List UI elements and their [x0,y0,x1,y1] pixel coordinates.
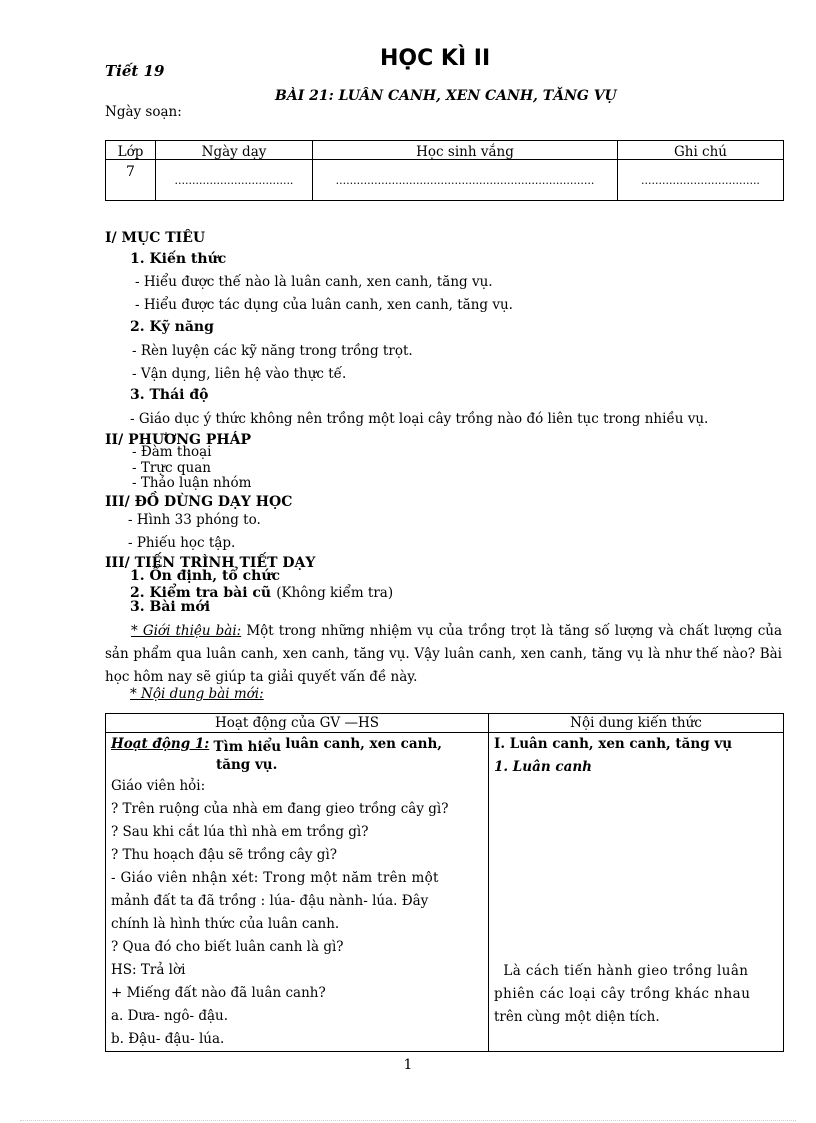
lesson-table-row [106,733,784,1052]
activity-label: Hoạt động 1: [111,736,210,752]
intro-label: * Giới thiệu bài: [131,623,242,639]
activity-line: a. Dưa- ngô- đậu. [111,1008,229,1024]
lesson-intro [105,620,782,689]
page-bottom-divider [20,1120,796,1121]
knowledge-line: Là cách tiến hành gieo trồng luân [494,963,749,979]
procedure-step-2-label: 2. Kiểm tra bài cũ [130,585,272,601]
activity-title [111,733,483,756]
skills-heading: 2. Kỹ năng [130,319,214,335]
header-activities: Hoạt động của GV —HS [106,714,489,733]
activities-cell [106,733,489,1052]
activity-line: Giáo viên hỏi: [111,778,206,794]
procedure-step-3: 3. Bài mới [130,599,211,615]
section-objectives-heading: I/ MỤC TIÊU [105,230,206,246]
activity-line: ? Qua đó cho biết luân canh là gì? [111,939,344,955]
method-item: - Đàm thoại [132,444,212,460]
activity-line: HS: Trả lời [111,962,186,978]
lesson-subtitle: BÀI 21: LUÂN CANH, XEN CANH, TĂNG VỤ [275,88,617,104]
attitude-heading: 3. Thái độ [130,387,209,403]
activity-line: b. Đậu- đậu- lúa. [111,1031,225,1047]
section-materials-heading: III/ ĐỒ DÙNG DẠY HỌC [105,494,293,510]
header-absent-students: Học sinh vắng [313,141,618,160]
lesson-table [105,713,784,1052]
activity-line: - Giáo viên nhận xét: Trong một năm trên một [111,870,439,886]
class-table-row [106,160,784,201]
skills-item: - Rèn luyện các kỹ năng trong trồng trọt. [132,343,413,359]
knowledge-subheading: 1. Luân canh [494,759,592,775]
class-table [105,140,784,201]
activity-line: ? Trên ruộng của nhà em đang gieo trồng cây gì? [111,801,449,817]
skills-item: - Vận dụng, liên hệ vào thực tế. [132,366,347,382]
procedure-step-2-note: (Không kiểm tra) [276,585,394,601]
lesson-number: Tiết 19 [105,62,165,80]
cell-notes: .................................. [618,160,784,201]
header-class: Lớp [106,141,156,160]
lesson-table-header-row [106,714,784,733]
knowledge-cell [489,733,784,1052]
activity-title-part-b: luân canh, xen canh, [285,736,442,752]
cell-absent-students: .......................................................................... [313,160,618,201]
page-number: 1 [403,1057,413,1073]
knowledge-line: phiên các loại cây trồng khác nhau [494,986,751,1002]
class-table-header-row [106,141,784,160]
procedure-step-1: 1. Ổn định, tổ chức [130,568,281,584]
method-item: - Thảo luận nhóm [132,475,252,491]
materials-item: - Hình 33 phóng to. [128,512,261,528]
activity-title-part-a: Tìm hiểu [213,739,282,755]
intro-text: Một trong những nhiệm vụ của trồng trọt là tăng số lượng và chất lượng của sản phẩm qua luân canh, xen canh, tăng vụ. Vậy luân canh, xen canh, tăng vụ là như thế nào? Bài học hôm nay sẽ giúp ta giải quyết vấn đề này. [105,623,782,685]
activity-line: ? Thu hoạch đậu sẽ trồng cây gì? [111,847,338,863]
activity-line: + Miếng đất nào đã luân canh? [111,985,326,1001]
knowledge-heading: 1. Kiến thức [130,251,227,267]
activity-title-part-c: tăng vụ. [216,757,278,773]
activity-line: chính là hình thức của luân canh. [111,916,340,932]
attitude-item: - Giáo dục ý thức không nên trồng một loại cây trồng nào đó liên tục trong nhiều vụ. [130,411,709,427]
knowledge-line: trên cùng một diện tích. [494,1009,660,1025]
knowledge-item: - Hiểu được thế nào là luân canh, xen canh, tăng vụ. [135,274,493,290]
method-item: - Trực quan [132,460,211,476]
page-title: HỌC KÌ II [380,46,491,71]
header-teaching-date: Ngày dạy [156,141,313,160]
knowledge-spacer [494,779,778,960]
activity-line: ? Sau khi cắt lúa thì nhà em trồng gì? [111,824,369,840]
section-procedure-heading: III/ TIẾN TRÌNH TIẾT DẠY [105,555,316,571]
cell-class: 7 [106,160,156,201]
header-notes: Ghi chú [618,141,784,160]
knowledge-item: - Hiểu được tác dụng của luân canh, xen canh, tăng vụ. [135,297,513,313]
knowledge-section-heading: I. Luân canh, xen canh, tăng vụ [494,736,733,752]
header-knowledge: Nội dung kiến thức [489,714,784,733]
materials-item: - Phiếu học tập. [128,535,236,551]
cell-teaching-date: .................................. [156,160,313,201]
section-methods-heading: II/ PHƯƠNG PHÁP [105,432,252,448]
prep-date-label: Ngày soạn: [105,104,182,120]
activity-line: mảnh đất ta đã trồng : lúa- đậu nành- lúa. Đây [111,893,429,909]
new-content-label: * Nội dung bài mới: [130,686,264,702]
